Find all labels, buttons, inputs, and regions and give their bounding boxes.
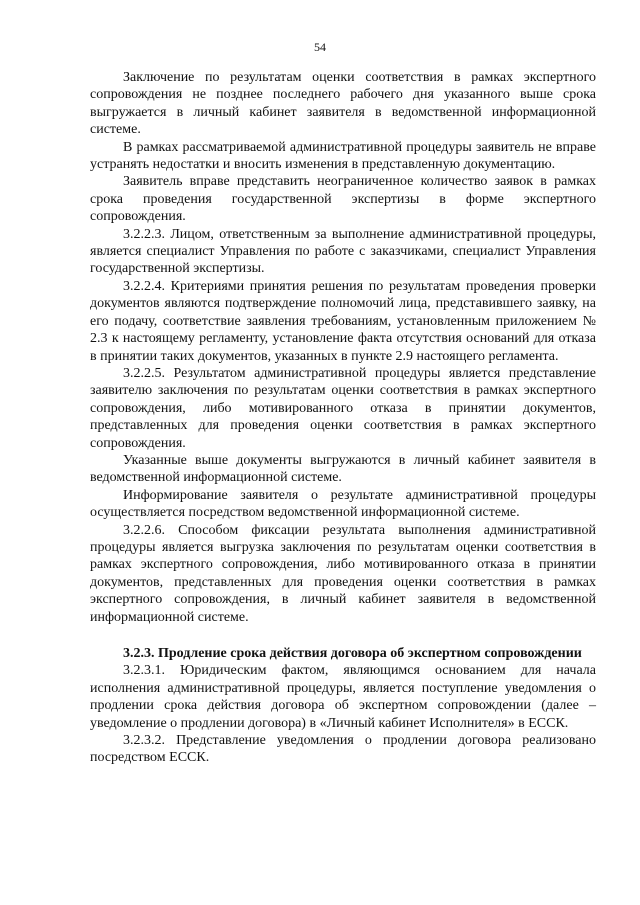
paragraph-3-2-3-2: 3.2.3.2. Представление уведомления о продлении договора реализовано посредством ЕССК.	[90, 733, 596, 766]
paragraph-3-2-2-5: 3.2.2.5. Результатом административной процедуры является представление заявителю заключения по результатам оценки соответствия в рамках экспертного сопровождения, либо мотивированного отказа в принятии документов, представленных для проведения оценки соответствия в рамках экспертного сопровождения.	[90, 365, 596, 451]
paragraph-conclusion-upload: Заключение по результатам оценки соответствия в рамках экспертного сопровождения не позднее последнего рабочего дня указанного выше срока выгружается в личный кабинет заявителя в ведомственной информационной системе.	[90, 70, 596, 138]
paragraph-3-2-2-3: 3.2.2.3. Лицом, ответственным за выполнение административной процедуры, является специалист Управления по работе с заказчиками, специалист Управления государственной экспертизы.	[90, 226, 596, 277]
paragraph-3-2-2-6: 3.2.2.6. Способом фиксации результата выполнения административной процедуры является выгрузка заключения по результатам оценки соответствия в рамках экспертного сопровождения, либо мотивированного отказа в принятии документов, представленных для проведения оценки соответствия в рамках экспертного сопровождения, в личный кабинет заявителя в ведомственной информационной системе.	[90, 522, 596, 625]
paragraph-unlimited-applications: Заявитель вправе представить неограниченное количество заявок в рамках срока проведения государственной экспертизы в форме экспертного сопровождения.	[90, 174, 596, 225]
page-number: 54	[314, 40, 326, 54]
paragraph-no-corrections: В рамках рассматриваемой административной процедуры заявитель не вправе устранять недостатки и вносить изменения в представленную документацию.	[90, 139, 596, 173]
page-body	[90, 69, 596, 767]
paragraph-documents-uploaded: Указанные выше документы выгружаются в личный кабинет заявителя в ведомственной информационной системе.	[90, 452, 596, 486]
paragraph-informing-applicant: Информирование заявителя о результате административной процедуры осуществляется посредством ведомственной информационной системе.	[90, 487, 596, 521]
section-heading-3-2-3: 3.2.3. Продление срока действия договора об экспертном сопровождении	[123, 646, 582, 661]
paragraph-3-2-3-1: 3.2.3.1. Юридическим фактом, являющимся основанием для начала исполнения административной процедуры, является поступление уведомления о продлении срока действия договора об экспертном сопровождении (далее – уведомление о продлении договора) в «Личный кабинет Исполнителя» в ЕССК.	[90, 663, 596, 731]
paragraph-3-2-2-4: 3.2.2.4. Критериями принятия решения по результатам проведения проверки документов являются подтверждение полномочий лица, представившего заявку, на его подачу, соответствие заявления требованиям, установленным приложением № 2.3 к настоящему регламенту, установление факта отсутствия оснований для отказа в принятии таких документов, указанных в пункте 2.9 настоящего регламента.	[90, 278, 596, 364]
